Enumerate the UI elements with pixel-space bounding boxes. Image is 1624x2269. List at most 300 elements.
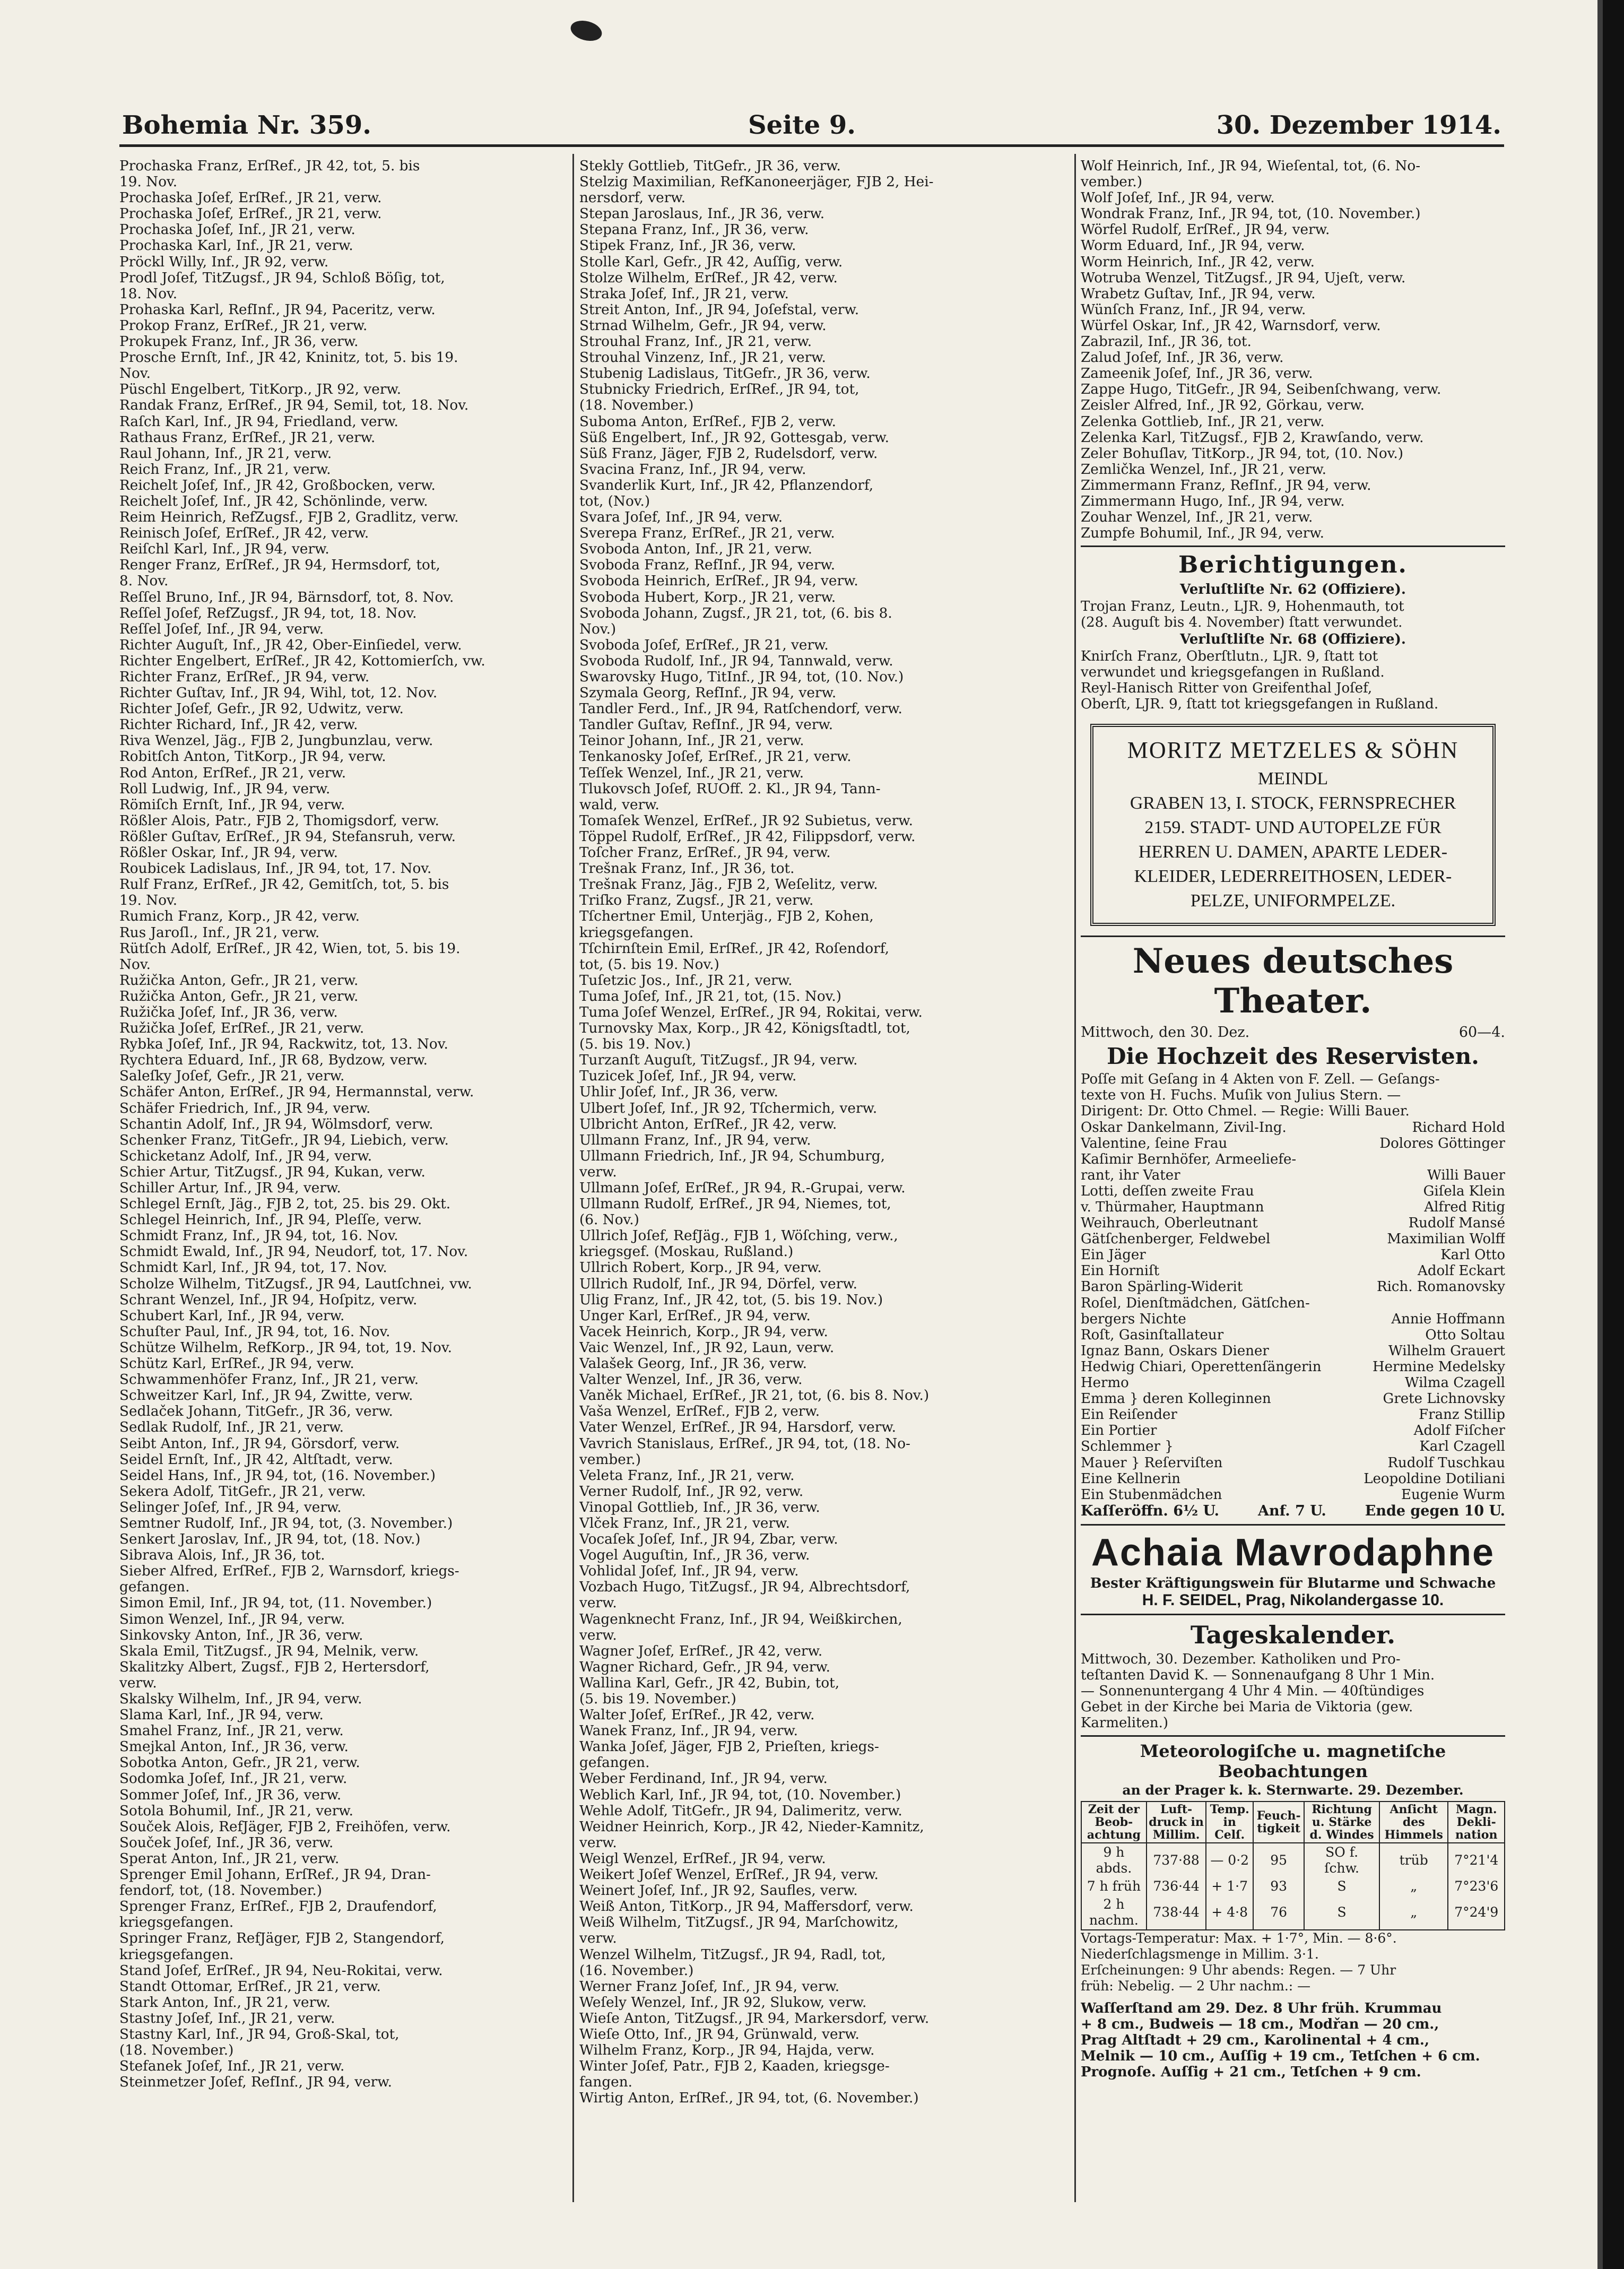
casualty-entry: Uhlir Joſef, Inf., JR 36, verw. — [579, 1084, 778, 1101]
casualty-entry: Tuzicek Joſef, Inf., JR 94, verw. — [579, 1068, 797, 1085]
casualty-entry: vember.) — [1081, 174, 1143, 190]
scan-frame-edge — [1603, 0, 1624, 2269]
casualty-entry: Ulbricht Anton, ErſRef., JR 42, verw. — [579, 1116, 837, 1132]
meteo-cell: „ — [1379, 1895, 1448, 1930]
meteo-cell: trüb — [1379, 1843, 1448, 1877]
casualty-entry: Veleta Franz, Inf., JR 21, verw. — [579, 1467, 795, 1484]
casualty-entry: Schmidt Franz, Inf., JR 94, tot, 16. Nov. — [119, 1228, 398, 1244]
casualty-entry: Schäfer Anton, ErſRef., JR 94, Hermannstal, verw. — [119, 1084, 474, 1101]
cast-row — [1081, 1167, 1505, 1183]
casualty-entry: Prosche Ernſt, Inf., JR 42, Kninitz, tot, 5. bis 19. — [119, 350, 458, 366]
ad-line: GRABEN 13, I. STOCK, FERNSPRECHER — [1130, 793, 1456, 813]
casualty-entry: Stelzig Maximilian, RefKanoneerjäger, FJB 2, Hei- — [579, 174, 934, 190]
casualty-entry: Zimmermann Franz, RefInf., JR 94, verw. — [1081, 477, 1371, 493]
meteo-cell: 737·88 — [1147, 1843, 1206, 1877]
meteo-title: Meteorologiſche u. magnetiſche Beobachtungen — [1140, 1740, 1446, 1781]
casualty-entry: wald, verw. — [579, 796, 659, 813]
casualty-entry: Stubnicky Friedrich, ErſRef., JR 94, tot, — [579, 382, 859, 398]
casualty-entry: Ullrich Joſef, RefJäg., FJB 1, Wöſching, verw., — [579, 1228, 898, 1244]
casualty-entry: Richter Auguſt, Inf., JR 42, Ober-Einſiedel, verw. — [119, 637, 462, 653]
casualty-entry: Ulig Franz, Inf., JR 42, tot, (5. bis 19. Nov.) — [579, 1292, 883, 1308]
cast-actor: Leopoldine Dotiliani — [1364, 1470, 1505, 1487]
meteo-cell: 7°23'6 — [1448, 1877, 1505, 1895]
casualty-entry: Wünſch Franz, Inf., JR 94, verw. — [1081, 301, 1306, 318]
section-rule — [1081, 1524, 1505, 1526]
casualty-entry: Nov.) — [579, 621, 616, 637]
theatre-code: 60—4. — [1458, 1024, 1505, 1041]
cast-role: Gätſchenberger, Feldwebel — [1081, 1231, 1271, 1248]
casualty-entry: Wieſe Anton, TitZugsf., JR 94, Markersdorf, verw. — [579, 2010, 930, 2026]
meteo-note: früh: Nebelig. — 2 Uhr nachm.: — — [1081, 1978, 1311, 1994]
meteo-notes — [1081, 1930, 1505, 1994]
achaia-ad-title: Achaia Mavrodaphne — [1091, 1531, 1495, 1574]
casualty-entry: Renger Franz, ErſRef., JR 94, Hermsdorf, tot, — [119, 557, 440, 574]
casualty-entry: Zelenka Gottlieb, Inf., JR 21, verw. — [1081, 413, 1325, 430]
cast-role: Hedwig Chiari, Operettenſängerin — [1081, 1358, 1322, 1375]
start-time: Anf. 7 U. — [1258, 1502, 1326, 1519]
cast-actor: Adolf Fiſcher — [1413, 1423, 1505, 1439]
theatre-date: Mittwoch, den 30. Dez. — [1081, 1024, 1250, 1041]
casualty-entry: Wondrak Franz, Inf., JR 94, tot, (10. November.) — [1081, 206, 1421, 222]
casualty-entry: Prohaska Karl, RefInf., JR 94, Paceritz, verw. — [119, 301, 436, 318]
casualty-entry: Sperat Anton, Inf., JR 21, verw. — [119, 1850, 340, 1867]
casualty-entry: Zameenik Joſef, Inf., JR 36, verw. — [1081, 366, 1313, 382]
casualty-entry: Reich Franz, Inf., JR 21, verw. — [119, 461, 331, 478]
casualty-entry: Prokop Franz, ErſRef., JR 21, verw. — [119, 317, 368, 334]
cast-role: Ein Reiſender — [1081, 1407, 1177, 1423]
cast-role: Valentine, ſeine Frau — [1081, 1135, 1228, 1151]
casualty-entry: Stefanek Joſef, Inf., JR 21, verw. — [119, 2058, 345, 2075]
calendar-title: Tageskalender. — [1190, 1620, 1396, 1649]
casualty-entry: Stepan Jaroslaus, Inf., JR 36, verw. — [579, 206, 825, 222]
casualty-entry: verw. — [579, 1627, 617, 1643]
casualty-entry: Tuſetzic Jos., Inf., JR 21, verw. — [579, 972, 793, 989]
cast-row — [1081, 1215, 1505, 1231]
cast-actor: Wilhelm Grauert — [1388, 1343, 1505, 1359]
casualty-entry: Tſchertner Emil, Unterjäg., FJB 2, Kohen, — [579, 908, 874, 925]
ad-line: MEINDL — [1257, 769, 1328, 789]
casualty-entry: Zalud Joſef, Inf., JR 36, verw. — [1081, 350, 1284, 366]
calendar-line: Mittwoch, 30. Dezember. Katholiken und Pro- — [1081, 1651, 1401, 1667]
cast-row — [1081, 1247, 1505, 1263]
casualty-entry: (5. bis 19. Nov.) — [579, 1036, 691, 1053]
ad-line: 2159. STADT- UND AUTOPELZE FÜR — [1144, 818, 1441, 838]
casualty-entry: Stastny Karl, Inf., JR 94, Groß-Skal, tot, — [119, 2026, 400, 2042]
casualty-entry: Unger Karl, ErſRef., JR 94, verw. — [579, 1307, 811, 1324]
casualty-entry: Ružička Anton, Gefr., JR 21, verw. — [119, 988, 359, 1004]
cast-role: Ein Stubenmädchen — [1081, 1486, 1222, 1503]
casualty-entry: Riva Wenzel, Jäg., FJB 2, Jungbunzlau, verw. — [119, 733, 433, 749]
casualty-entry: Weidner Heinrich, Korp., JR 42, Nieder-Kamnitz, — [579, 1818, 924, 1835]
casualty-entry: Prokupek Franz, Inf., JR 36, verw. — [119, 334, 359, 350]
casualty-entry: kriegsgefangen. — [119, 1915, 234, 1931]
casualty-entry: Turnovsky Max, Korp., JR 42, Königsſtadtl, tot, — [579, 1020, 910, 1037]
cast-row — [1081, 1455, 1505, 1471]
casualty-entry: Rulf Franz, ErſRef., JR 42, Gemitſch, tot, 5. bis — [119, 877, 449, 893]
casualty-entry: Sibrava Alois, Inf., JR 36, tot. — [119, 1547, 325, 1564]
casualty-entry: Schubert Karl, Inf., JR 94, verw. — [119, 1307, 345, 1324]
theatre-times — [1081, 1503, 1505, 1520]
casualty-entry: Nov. — [119, 366, 151, 382]
casualty-entry: Pröckl Willy, Inf., JR 92, verw. — [119, 254, 329, 270]
casualty-entry: Schenker Franz, TitGefr., JR 94, Liebich, verw. — [119, 1132, 449, 1148]
meteo-table — [1081, 1801, 1505, 1930]
casualty-entry: Sodomka Joſef, Inf., JR 21, verw. — [119, 1771, 348, 1787]
casualty-entry: Walter Joſef, ErſRef., JR 42, verw. — [579, 1707, 815, 1724]
meteo-column-header: Richtung u. Stärke d. Windes — [1304, 1802, 1379, 1843]
cast-row — [1081, 1136, 1505, 1151]
cast-row — [1081, 1375, 1505, 1391]
casualty-entry: Sinkovsky Anton, Inf., JR 36, verw. — [119, 1627, 363, 1643]
casualty-entry: Rybka Joſef, Inf., JR 94, Rackwitz, tot, 13. Nov. — [119, 1036, 448, 1053]
cast-row — [1081, 1327, 1505, 1343]
casualty-entry: Ulbert Joſef, Inf., JR 92, Tſchermich, verw. — [579, 1100, 878, 1116]
casualty-entry: kriegsgef. (Moskau, Rußland.) — [579, 1244, 794, 1260]
casualty-entry: Svacina Franz, Inf., JR 94, verw. — [579, 461, 806, 478]
casualty-entry: Verner Rudolf, Inf., JR 92, verw. — [579, 1483, 804, 1500]
casualty-entry: Ullmann Joſef, ErſRef., JR 94, R.-Grupai, verw. — [579, 1180, 906, 1196]
cast-actor: Dolores Göttinger — [1379, 1135, 1505, 1151]
cast-actor: Annie Hoffmann — [1391, 1311, 1505, 1327]
casualty-entry: Rathaus Franz, ErſRef., JR 21, verw. — [119, 429, 376, 446]
casualty-entry: (18. November.) — [579, 397, 694, 414]
casualty-entry: Weinert Joſef, Inf., JR 92, Saufles, verw. — [579, 1883, 858, 1899]
casualty-entry: Ružička Joſef, Inf., JR 36, verw. — [119, 1004, 338, 1020]
casualty-entry: (16. November.) — [579, 1962, 694, 1979]
casualty-entry: Prochaska Joſef, ErſRef., JR 21, verw. — [119, 206, 382, 222]
casualty-entry: tot, (5. bis 19. Nov.) — [579, 956, 719, 973]
correction-line: verwundet und kriegsgefangen in Rußland. — [1081, 664, 1385, 681]
calendar-line: Karmeliten.) — [1081, 1714, 1169, 1731]
casualty-entry: Rößler Oskar, Inf., JR 94, verw. — [119, 845, 338, 861]
casualty-entry: Randak Franz, ErſRef., JR 94, Semil, tot, 18. Nov. — [119, 397, 469, 414]
casualty-entry: Ullrich Robert, Korp., JR 94, verw. — [579, 1260, 822, 1276]
casualty-entry: Schütz Karl, ErſRef., JR 94, verw. — [119, 1356, 354, 1372]
meteo-cell: 93 — [1253, 1877, 1304, 1895]
casualty-entry: Wagner Richard, Gefr., JR 94, verw. — [579, 1659, 831, 1675]
casualty-entry: Tandler Guſtav, RefInf., JR 94, verw. — [579, 717, 833, 733]
casualty-entry: Smejkal Anton, Inf., JR 36, verw. — [119, 1739, 349, 1755]
casualty-entry: Smahel Franz, Inf., JR 21, verw. — [119, 1723, 344, 1739]
casualty-entry: Zemlička Wenzel, Inf., JR 21, verw. — [1081, 461, 1327, 478]
casualty-entry: Zeisler Alfred, Inf., JR 92, Görkau, verw. — [1081, 397, 1365, 414]
casualty-entry: Stastny Joſef, Inf., JR 21, verw. — [119, 2010, 335, 2026]
casualty-entry: Trešnak Franz, Inf., JR 36, tot. — [579, 861, 795, 877]
casualty-entry: Zabrazil, Inf., JR 36, tot. — [1081, 334, 1252, 350]
cast-role: rant, ihr Vater — [1081, 1167, 1180, 1183]
cast-row — [1081, 1391, 1505, 1407]
casualty-entry: Raul Johann, Inf., JR 21, verw. — [119, 445, 332, 462]
cast-actor: Adolf Eckart — [1418, 1263, 1505, 1279]
casualty-entry: Worm Heinrich, Inf., JR 42, verw. — [1081, 254, 1315, 270]
masthead-page-number: Seite 9. — [748, 110, 856, 140]
casualty-entry: Szymala Georg, RefInf., JR 94, verw. — [579, 685, 837, 702]
correction-line: Reyl-Hanisch Ritter von Greifenthal Joſef, — [1081, 680, 1373, 697]
casualty-entry: Svoboda Heinrich, ErſRef., JR 94, verw. — [579, 573, 858, 590]
cast-actor: Franz Stillip — [1419, 1407, 1505, 1423]
casualty-entry: Reſſel Bruno, Inf., JR 94, Bärnsdorf, tot, 8. Nov. — [119, 589, 454, 605]
calendar-text — [1081, 1651, 1505, 1731]
casualty-entry: Seibt Anton, Inf., JR 94, Görsdorf, verw. — [119, 1435, 400, 1452]
casualty-entry: Weblich Karl, Inf., JR 94, tot, (10. November.) — [579, 1787, 901, 1803]
casualty-entry: Weber Ferdinand, Inf., JR 94, verw. — [579, 1771, 828, 1787]
casualty-entry: Ullrich Rudolf, Inf., JR 94, Dörfel, verw. — [579, 1276, 858, 1292]
casualty-entry: Stark Anton, Inf., JR 21, verw. — [119, 1994, 331, 2011]
casualty-entry: Richter Joſef, Gefr., JR 92, Udwitz, verw. — [119, 701, 404, 717]
casualty-entry: Vlček Franz, Inf., JR 21, verw. — [579, 1515, 790, 1531]
casualty-entry: Prodl Joſef, TitZugsf., JR 94, Schloß Böſig, tot, — [119, 270, 445, 286]
meteo-row — [1081, 1843, 1505, 1877]
water-level-line: Prag Altſtadt + 29 cm., Karolinental + 4 cm., — [1081, 2032, 1430, 2048]
casualty-entry: Semtner Rudolf, Inf., JR 94, tot, (3. November.) — [119, 1515, 453, 1531]
casualty-entry: Tuma Joſef Wenzel, ErſRef., JR 94, Rokitai, verw. — [579, 1004, 923, 1020]
cast-role: Ignaz Bann, Oskars Diener — [1081, 1343, 1269, 1359]
cast-list — [1081, 1120, 1505, 1503]
casualty-entry: Vavrich Stanislaus, ErſRef., JR 94, tot, (18. No- — [579, 1435, 910, 1452]
casualty-entry: fendorf, tot, (18. November.) — [119, 1883, 322, 1899]
casualty-entry: Simon Emil, Inf., JR 94, tot, (11. November.) — [119, 1595, 432, 1612]
cast-row — [1081, 1279, 1505, 1295]
cast-row — [1081, 1263, 1505, 1279]
casualty-entry: Strouhal Franz, Inf., JR 21, verw. — [579, 334, 812, 350]
casualty-entry: Rod Anton, ErſRef., JR 21, verw. — [119, 765, 346, 781]
casualty-entry: Rößler Guſtav, ErſRef., JR 94, Stefansruh, verw. — [119, 828, 456, 845]
casualty-entry: Rychtera Eduard, Inf., JR 68, Bydzow, verw. — [119, 1052, 428, 1069]
casualty-entry: Worm Eduard, Inf., JR 94, verw. — [1081, 238, 1305, 254]
casualty-entry: Rößler Alois, Patr., FJB 2, Thomigsdorf, verw. — [119, 812, 439, 829]
header-rule — [119, 144, 1504, 147]
casualty-entry: Svara Joſef, Inf., JR 94, verw. — [579, 509, 783, 526]
casualty-entry: Simon Wenzel, Inf., JR 94, verw. — [119, 1611, 345, 1627]
casualty-entry: Wagenknecht Franz, Inf., JR 94, Weißkirchen, — [579, 1611, 902, 1627]
casualty-entry: gefangen. — [119, 1579, 190, 1596]
casualty-entry: Standt Ottomar, ErſRef., JR 21, verw. — [119, 1978, 381, 1995]
casualty-entry: Vaic Wenzel, Inf., JR 92, Laun, verw. — [579, 1339, 835, 1356]
masthead — [122, 110, 1501, 142]
correction-line: Oberſt, LJR. 9, ſtatt tot kriegsgefangen in Rußland. — [1081, 696, 1439, 713]
casualty-entry: Rus Jaroſl., Inf., JR 21, verw. — [119, 924, 320, 941]
casualty-entry: Springer Franz, RefJäger, FJB 2, Stangendorf, — [119, 1930, 445, 1947]
cast-role: Emma } deren Kolleginnen — [1081, 1391, 1271, 1407]
casualty-column-1 — [119, 158, 566, 2090]
advertisement-metzeles — [1090, 724, 1496, 926]
meteo-table-header — [1081, 1802, 1505, 1843]
casualty-entry: Sedlaček Johann, TitGefr., JR 36, verw. — [119, 1404, 393, 1420]
casualty-entry: Sprenger Emil Johann, ErſRef., JR 94, Dran- — [119, 1867, 431, 1883]
casualty-entry: Töppel Rudolf, ErſRef., JR 42, Filippsdorf, verw. — [579, 828, 916, 845]
cast-role: Schlemmer } — [1081, 1439, 1174, 1455]
casualty-entry: Reim Heinrich, RefZugsf., FJB 2, Gradlitz, verw. — [119, 509, 459, 526]
cast-actor: Eugenie Wurm — [1401, 1486, 1505, 1503]
casualty-entry: Raſch Karl, Inf., JR 94, Friedland, verw. — [119, 413, 398, 430]
calendar-line: Gebet in der Kirche bei Maria de Viktoria (gew. — [1081, 1699, 1413, 1715]
casualty-entry: Skalsky Wilhelm, Inf., JR 94, verw. — [119, 1691, 362, 1707]
cast-actor — [1500, 1295, 1505, 1311]
casualty-entry: Richter Guſtav, Inf., JR 94, Wihl, tot, 12. Nov. — [119, 685, 438, 702]
cast-actor: Karl Czagell — [1419, 1439, 1505, 1455]
cast-actor: Wilma Czagell — [1404, 1375, 1505, 1391]
casualty-entry: Weiß Anton, TitKorp., JR 94, Maffersdorf, verw. — [579, 1899, 914, 1915]
casualty-entry: Wörfel Rudolf, ErſRef., JR 94, verw. — [1081, 222, 1330, 238]
theatre-title: Neues deutsches Theater. — [1081, 936, 1505, 1021]
casualty-entry: Püschl Engelbert, TitKorp., JR 92, verw. — [119, 382, 402, 398]
correction-line: (28. Auguſt bis 4. November) ſtatt verwundet. — [1081, 614, 1403, 631]
casualty-entry: Reſſel Joſef, Inf., JR 94, verw. — [119, 621, 324, 637]
cast-row — [1081, 1439, 1505, 1454]
casualty-entry: Stepana Franz, Inf., JR 36, verw. — [579, 222, 809, 238]
cast-role: Ein Portier — [1081, 1423, 1157, 1439]
meteo-cell: — 0·2 — [1206, 1843, 1253, 1877]
casualty-entry: Vaša Wenzel, ErſRef., FJB 2, verw. — [579, 1404, 820, 1420]
cast-row — [1081, 1359, 1505, 1375]
casualty-entry: Süß Engelbert, Inf., JR 92, Gottesgab, verw. — [579, 429, 889, 446]
casualty-entry: Schmidt Karl, Inf., JR 94, tot, 17. Nov. — [119, 1260, 387, 1276]
casualty-entry: Stubenig Ladislaus, TitGefr., JR 36, verw. — [579, 366, 871, 382]
casualty-entry: Rütſch Adolf, ErſRef., JR 42, Wien, tot, 5. bis 19. — [119, 940, 461, 957]
meteo-column-header: Temp. in Celſ. — [1206, 1802, 1253, 1843]
casualty-entry: Richter Engelbert, ErſRef., JR 42, Kottomierſch, vw. — [119, 653, 485, 669]
theatre-date-row — [1081, 1024, 1505, 1041]
cast-actor: Rich. Romanovsky — [1377, 1279, 1505, 1295]
casualty-entry: Strnad Wilhelm, Gefr., JR 94, verw. — [579, 317, 827, 334]
cast-actor: Hermine Medelsky — [1373, 1358, 1505, 1375]
casualty-entry: Sommer Joſef, Inf., JR 36, verw. — [119, 1787, 342, 1803]
meteo-column-header: Feuch-tigkeit — [1253, 1802, 1304, 1843]
corrections-list1-heading: Verluſtliſte Nr. 62 (Offiziere). — [1180, 582, 1406, 598]
cast-row — [1081, 1487, 1505, 1503]
casualty-entry: Ružička Anton, Gefr., JR 21, verw. — [119, 972, 359, 989]
casualty-entry: Straka Joſef, Inf., JR 21, verw. — [579, 285, 789, 302]
casualty-entry: Süß Franz, Jäger, FJB 2, Rudelsdorf, verw. — [579, 445, 878, 462]
casualty-entry: Zimmermann Hugo, Inf., JR 94, verw. — [1081, 493, 1345, 509]
casualty-entry: tot, (Nov.) — [579, 493, 650, 509]
casualty-entry: verw. — [579, 1595, 617, 1612]
casualty-entry: Wrabetz Guſtav, Inf., JR 94, verw. — [1081, 285, 1316, 302]
casualty-entry: Tandler Ferd., Inf., JR 94, Ratſchendorf, verw. — [579, 701, 902, 717]
cast-row — [1081, 1407, 1505, 1423]
ad-body — [1099, 767, 1487, 913]
casualty-entry: Streit Anton, Inf., JR 94, Joſefstal, verw. — [579, 301, 859, 318]
casualty-entry: Ružička Joſef, ErſRef., JR 21, verw. — [119, 1020, 364, 1037]
casualty-entry: Wehle Adolf, TitGefr., JR 94, Dalimeritz, verw. — [579, 1803, 902, 1819]
box-office-time: Kaſſeröffn. 6½ U. — [1081, 1502, 1220, 1519]
casualty-entry: Weigl Wenzel, ErſRef., JR 94, verw. — [579, 1850, 826, 1867]
casualty-entry: Schuſter Paul, Inf., JR 94, tot, 16. Nov. — [119, 1323, 390, 1340]
casualty-entry: vember.) — [579, 1451, 641, 1468]
water-levels — [1081, 2000, 1505, 2080]
casualty-entry: Zelenka Karl, TitZugsf., FJB 2, Krawſando, verw. — [1081, 429, 1424, 446]
casualty-entry: 8. Nov. — [119, 573, 169, 590]
meteo-cell: S — [1304, 1895, 1379, 1930]
casualty-entry: Senkert Jaroslav, Inf., JR 94, tot, (18. Nov.) — [119, 1531, 421, 1548]
cast-role: Mauer } Reſerviſten — [1081, 1454, 1223, 1471]
casualty-entry: Rumich Franz, Korp., JR 42, verw. — [119, 908, 360, 925]
end-time: Ende gegen 10 U. — [1365, 1502, 1505, 1519]
casualty-entry: Ullmann Franz, Inf., JR 94, verw. — [579, 1132, 811, 1148]
casualty-entry: Wolf Heinrich, Inf., JR 94, Wieſental, tot, (6. No- — [1081, 158, 1421, 174]
cast-actor: Richard Hold — [1412, 1119, 1505, 1136]
play-title: Die Hochzeit des Reservisten. — [1107, 1043, 1479, 1070]
casualty-entry: Wanka Joſef, Jäger, FJB 2, Prieſten, kriegs- — [579, 1739, 879, 1755]
casualty-entry: Sprenger Franz, ErſRef., FJB 2, Draufendorf, — [119, 1899, 437, 1915]
casualty-entry: Souček Alois, RefJäger, FJB 2, Freihöfen, verw. — [119, 1818, 451, 1835]
casualty-entry: Suboma Anton, ErſRef., FJB 2, verw. — [579, 413, 836, 430]
casualty-entry: verw. — [579, 1930, 617, 1947]
casualty-entry: Valter Wenzel, Inf., JR 36, verw. — [579, 1372, 803, 1388]
casualty-entry: 19. Nov. — [119, 174, 178, 190]
casualty-entry: Roll Ludwig, Inf., JR 94, verw. — [119, 781, 331, 797]
casualty-column-2 — [579, 158, 1073, 2106]
column-divider-1 — [572, 154, 574, 2202]
correction-line: Knirſch Franz, Oberſtlutn., LJR. 9, ſtatt tot — [1081, 648, 1378, 665]
credits-line: Dirigent: Dr. Otto Chmel. — Regie: Willi Bauer. — [1081, 1103, 1410, 1120]
casualty-entry: Vacek Heinrich, Korp., JR 94, verw. — [579, 1323, 828, 1340]
casualty-entry: (6. Nov.) — [579, 1212, 639, 1228]
cast-actor: Giſela Klein — [1423, 1183, 1505, 1199]
meteo-column-header: Luft-druck in Millim. — [1147, 1802, 1206, 1843]
casualty-entry: Skala Emil, TitZugsf., JR 94, Melnik, verw. — [119, 1643, 419, 1659]
casualty-entry: Vinopal Gottlieb, Inf., JR 36, verw. — [579, 1499, 820, 1515]
casualty-entry: Saleſky Joſef, Gefr., JR 21, verw. — [119, 1068, 345, 1085]
cast-row — [1081, 1120, 1505, 1136]
casualty-entry: (5. bis 19. November.) — [579, 1691, 736, 1707]
credits-line: texte von H. Fuchs. Muſik von Julius Stern. — — [1081, 1087, 1401, 1104]
casualty-entry: Ullmann Friedrich, Inf., JR 94, Schumburg, — [579, 1148, 885, 1164]
casualty-entry: Weiß Wilhelm, TitZugsf., JR 94, Marſchowitz, — [579, 1915, 899, 1931]
meteo-cell: 76 — [1253, 1895, 1304, 1930]
casualty-entry: Weikert Joſef Wenzel, ErſRef., JR 94, verw. — [579, 1867, 879, 1883]
casualty-entry: verw. — [119, 1675, 157, 1691]
casualty-entry: fangen. — [579, 2074, 633, 2091]
casualty-entry: Skalitzky Albert, Zugsf., FJB 2, Hertersdorf, — [119, 1659, 430, 1675]
casualty-entry: Seidel Hans, Inf., JR 94, tot, (16. November.) — [119, 1467, 436, 1484]
casualty-entry: Svoboda Hubert, Korp., JR 21, verw. — [579, 589, 836, 605]
casualty-entry: Schäfer Friedrich, Inf., JR 94, verw. — [119, 1100, 371, 1116]
meteo-subtitle: an der Prager k. k. Sternwarte. 29. Dezember. — [1122, 1782, 1464, 1798]
section-rule — [1081, 1614, 1505, 1615]
cast-role: Hermo — [1081, 1375, 1129, 1391]
meteo-column-header: Magn. Dekli-nation — [1448, 1802, 1505, 1843]
casualty-entry: Reinisch Joſef, ErſRef., JR 42, verw. — [119, 525, 369, 542]
cast-role: v. Thürmaher, Hauptmann — [1081, 1199, 1264, 1215]
casualty-entry: Zouhar Wenzel, Inf., JR 21, verw. — [1081, 509, 1313, 526]
casualty-entry: Nov. — [119, 956, 151, 973]
cast-row — [1081, 1295, 1505, 1311]
casualty-entry: Tſchirnſtein Emil, ErſRef., JR 42, Roſendorf, — [579, 940, 889, 957]
casualty-entry: Turzanſt Auguſt, TitZugsf., JR 94, verw. — [579, 1052, 858, 1069]
casualty-entry: Valašek Georg, Inf., JR 36, verw. — [579, 1356, 807, 1372]
cast-role: Roſt, Gasinſtallateur — [1081, 1327, 1224, 1343]
casualty-entry: Svoboda Franz, RefInf., JR 94, verw. — [579, 557, 836, 574]
casualty-entry: Schweitzer Karl, Inf., JR 94, Zwitte, verw. — [119, 1388, 413, 1404]
casualty-entry: Richter Richard, Inf., JR 42, verw. — [119, 717, 358, 733]
corrections-list1 — [1081, 599, 1505, 630]
scan-frame-shadow — [1597, 0, 1603, 2269]
casualty-column-3 — [1081, 158, 1505, 541]
casualty-entry: Stolle Karl, Gefr., JR 42, Auſſig, verw. — [579, 254, 843, 270]
cast-row — [1081, 1343, 1505, 1359]
ad-firm-name: MORITZ METZELES & SÖHN — [1127, 737, 1459, 764]
calendar-line: — Sonnenuntergang 4 Uhr 4 Min. — 40ſtündiges — [1081, 1683, 1425, 1699]
cast-row — [1081, 1231, 1505, 1247]
water-level-line: + 8 cm., Budweis — 18 cm., Modřan — 20 cm., — [1081, 2016, 1439, 2032]
casualty-entry: nersdorf, verw. — [579, 190, 686, 206]
meteo-note: Niederſchlagsmenge in Millim. 3·1. — [1081, 1946, 1319, 1962]
casualty-entry: Svoboda Rudolf, Inf., JR 94, Tannwald, verw. — [579, 653, 893, 669]
casualty-entry: Stand Joſef, ErſRef., JR 94, Neu-Rokitai, verw. — [119, 1962, 443, 1979]
casualty-entry: Triſko Franz, Zugsf., JR 21, verw. — [579, 893, 814, 909]
casualty-entry: Reiſchl Karl, Inf., JR 94, verw. — [119, 541, 329, 558]
